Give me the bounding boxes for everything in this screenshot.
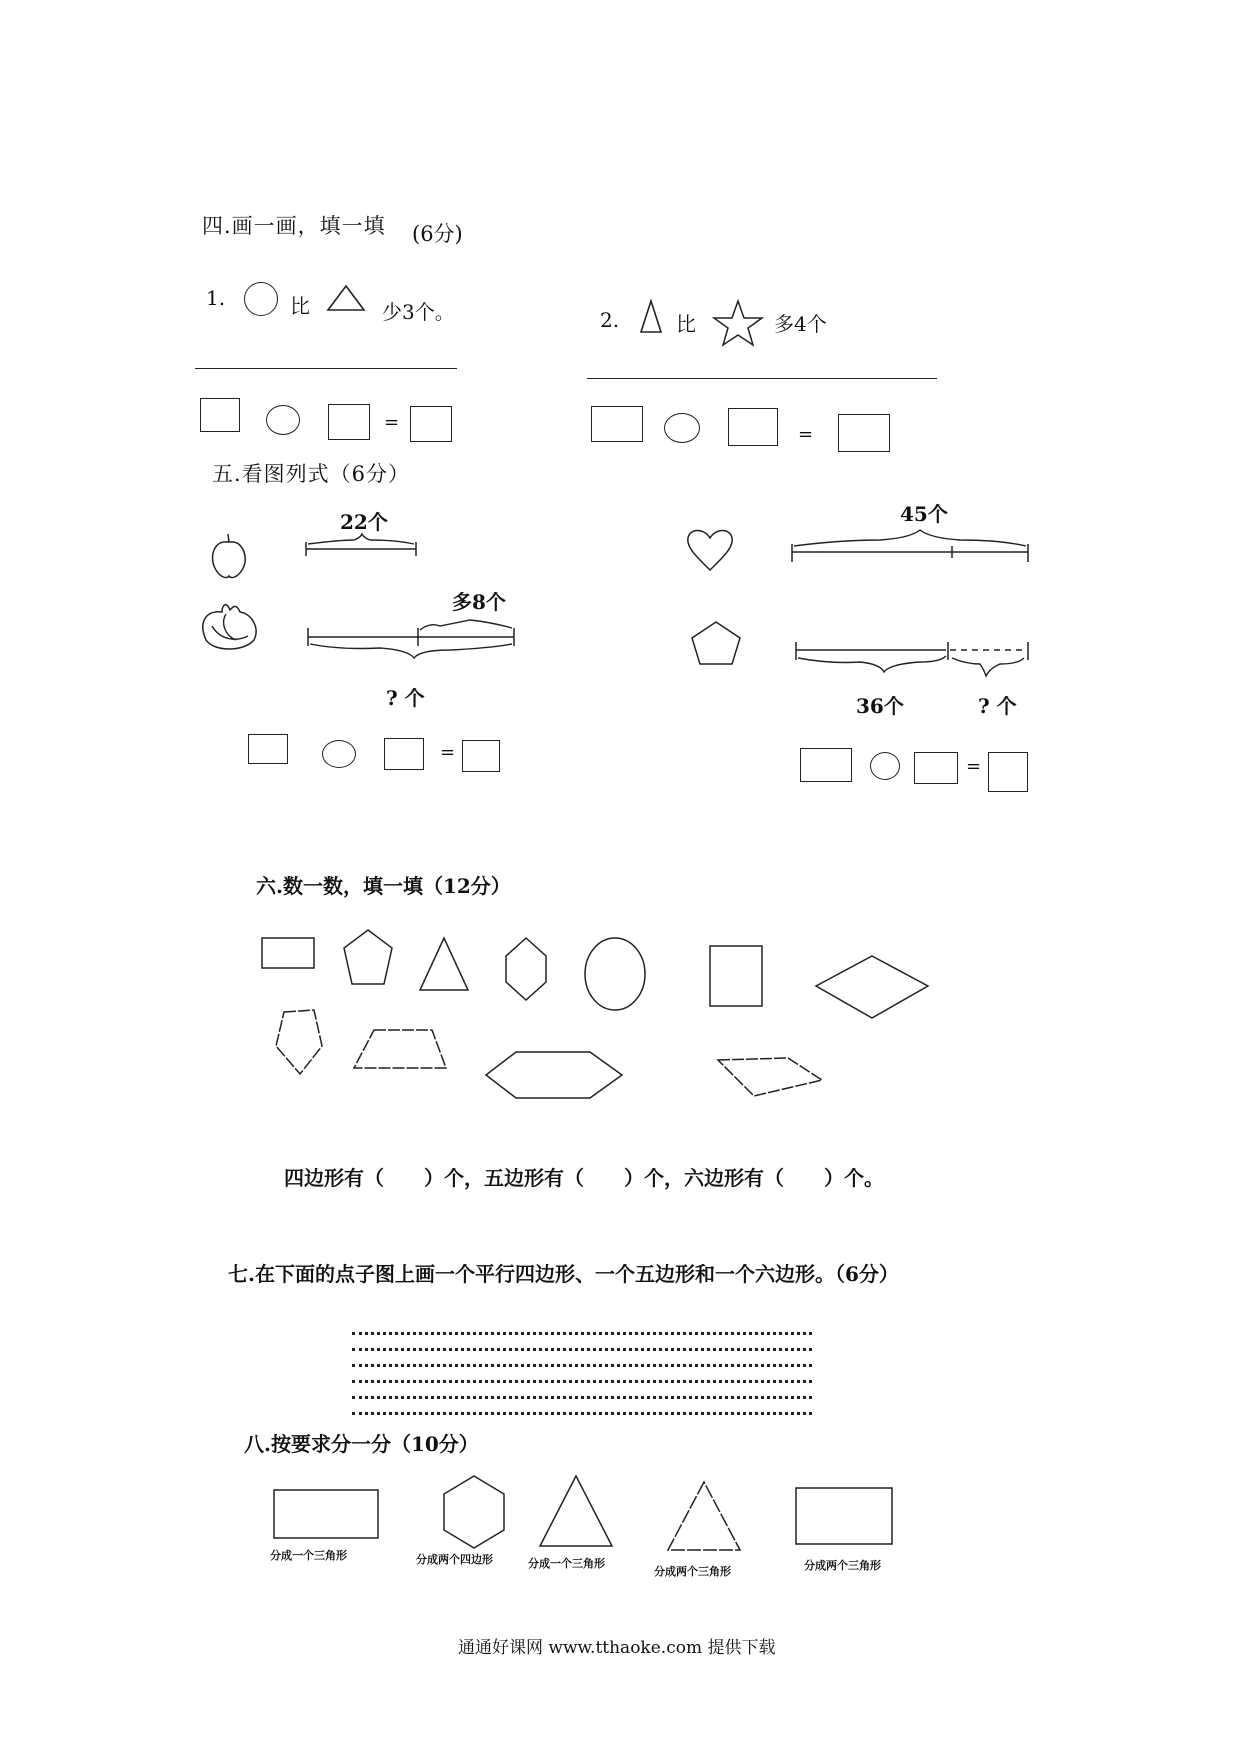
s8-caption-4: 分成两个三角形 <box>654 1565 731 1578</box>
q2-number: 2. <box>600 308 620 332</box>
s8-caption-5: 分成两个三角形 <box>804 1559 881 1572</box>
s8-rectangle-1 <box>274 1490 378 1538</box>
section8-heading: 八.按要求分一分（10分） <box>244 1432 479 1456</box>
s8-caption-3: 分成一个三角形 <box>528 1557 605 1570</box>
s8-caption-2: 分成两个四边形 <box>416 1553 493 1566</box>
section4-heading: 四.画一画，填一填 <box>202 214 386 238</box>
right-known-label: 36个 <box>856 694 904 718</box>
s8-rectangle-2 <box>796 1488 892 1544</box>
s8-hexagon <box>444 1476 504 1548</box>
s5-right-equals: = <box>966 756 982 777</box>
section7-heading: 七.在下面的点子图上画一个平行四边形、一个五边形和一个六边形。（6分） <box>228 1262 899 1286</box>
q1-number: 1. <box>206 286 226 310</box>
q1-equals: = <box>384 412 400 433</box>
s5-left-equals: = <box>440 742 456 763</box>
q2-text: 多4个 <box>774 312 827 336</box>
right-question-label: ? 个 <box>978 694 1017 718</box>
left-question-label: ? 个 <box>386 686 425 710</box>
section6-heading: 六.数一数，填一填（12分） <box>256 874 511 898</box>
q2-bi: 比 <box>676 312 696 336</box>
s8-triangle-1 <box>540 1476 612 1546</box>
s8-caption-1: 分成一个三角形 <box>270 1549 347 1562</box>
left-top-label: 22个 <box>340 510 388 534</box>
q1-text: 少3个。 <box>382 300 455 324</box>
left-more-label: 多8个 <box>452 590 506 614</box>
section5-heading: 五.看图列式（6分） <box>212 462 411 486</box>
right-top-label: 45个 <box>900 502 948 526</box>
section4-score: (6分) <box>412 222 463 246</box>
q2-equals: = <box>798 424 814 445</box>
section6-sentence: 四边形有（ ）个，五边形有（ ）个，六边形有（ ）个。 <box>284 1166 884 1190</box>
q1-bi: 比 <box>290 294 310 318</box>
s8-triangle-2 <box>668 1482 740 1550</box>
footer-text: 通通好课网 www.tthaoke.com 提供下载 <box>458 1638 776 1658</box>
